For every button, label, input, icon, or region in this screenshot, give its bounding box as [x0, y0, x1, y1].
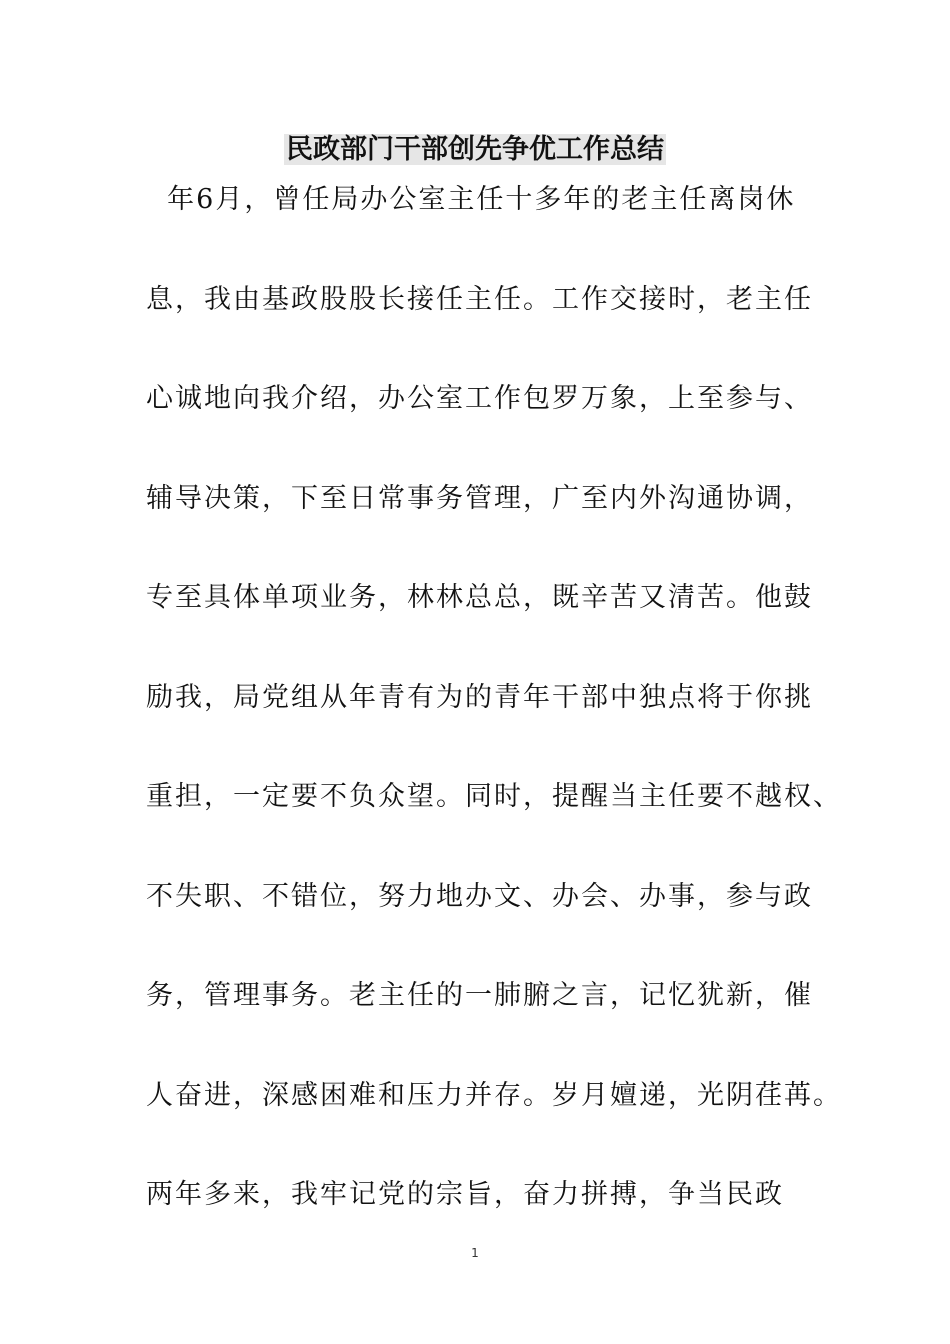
- document-body: [146, 178, 846, 1273]
- body-line-3: 心诚地向我介绍，办公室工作包罗万象，上至参与、: [146, 383, 813, 414]
- document-title-text: 民政部门干部创先争优工作总结: [286, 134, 664, 165]
- body-line-5: 专至具体单项业务，林林总总，既辛苦又清苦。他鼓: [146, 582, 813, 613]
- body-line-7: 重担，一定要不负众望。同时，提醒当主任要不越权、: [146, 781, 842, 812]
- body-line-2: 息，我由基政股股长接任主任。工作交接时，老主任: [146, 283, 813, 315]
- body-line-4: 辅导决策，下至日常事务管理，广至内外沟通协调，: [146, 482, 813, 514]
- body-line-6: 励我，局党组从年青有为的青年干部中独点将于你挑: [146, 681, 813, 713]
- body-line-10: 人奋进，深感困难和压力并存。岁月嬗递，光阴荏苒。: [146, 1079, 842, 1111]
- body-line-11: 两年多来，我牢记党的宗旨，奋力拼搏，争当民政: [146, 1179, 784, 1210]
- body-line-9: 务，管理事务。老主任的一肺腑之言，记忆犹新，催: [146, 980, 813, 1011]
- body-line-8: 不失职、不错位，努力地办文、办会、办事，参与政: [146, 880, 813, 912]
- document-title: [0, 130, 950, 170]
- page-number: 1: [471, 1246, 479, 1260]
- body-line-1: 年6月，曾任局办公室主任十多年的老主任离岗休: [146, 184, 796, 215]
